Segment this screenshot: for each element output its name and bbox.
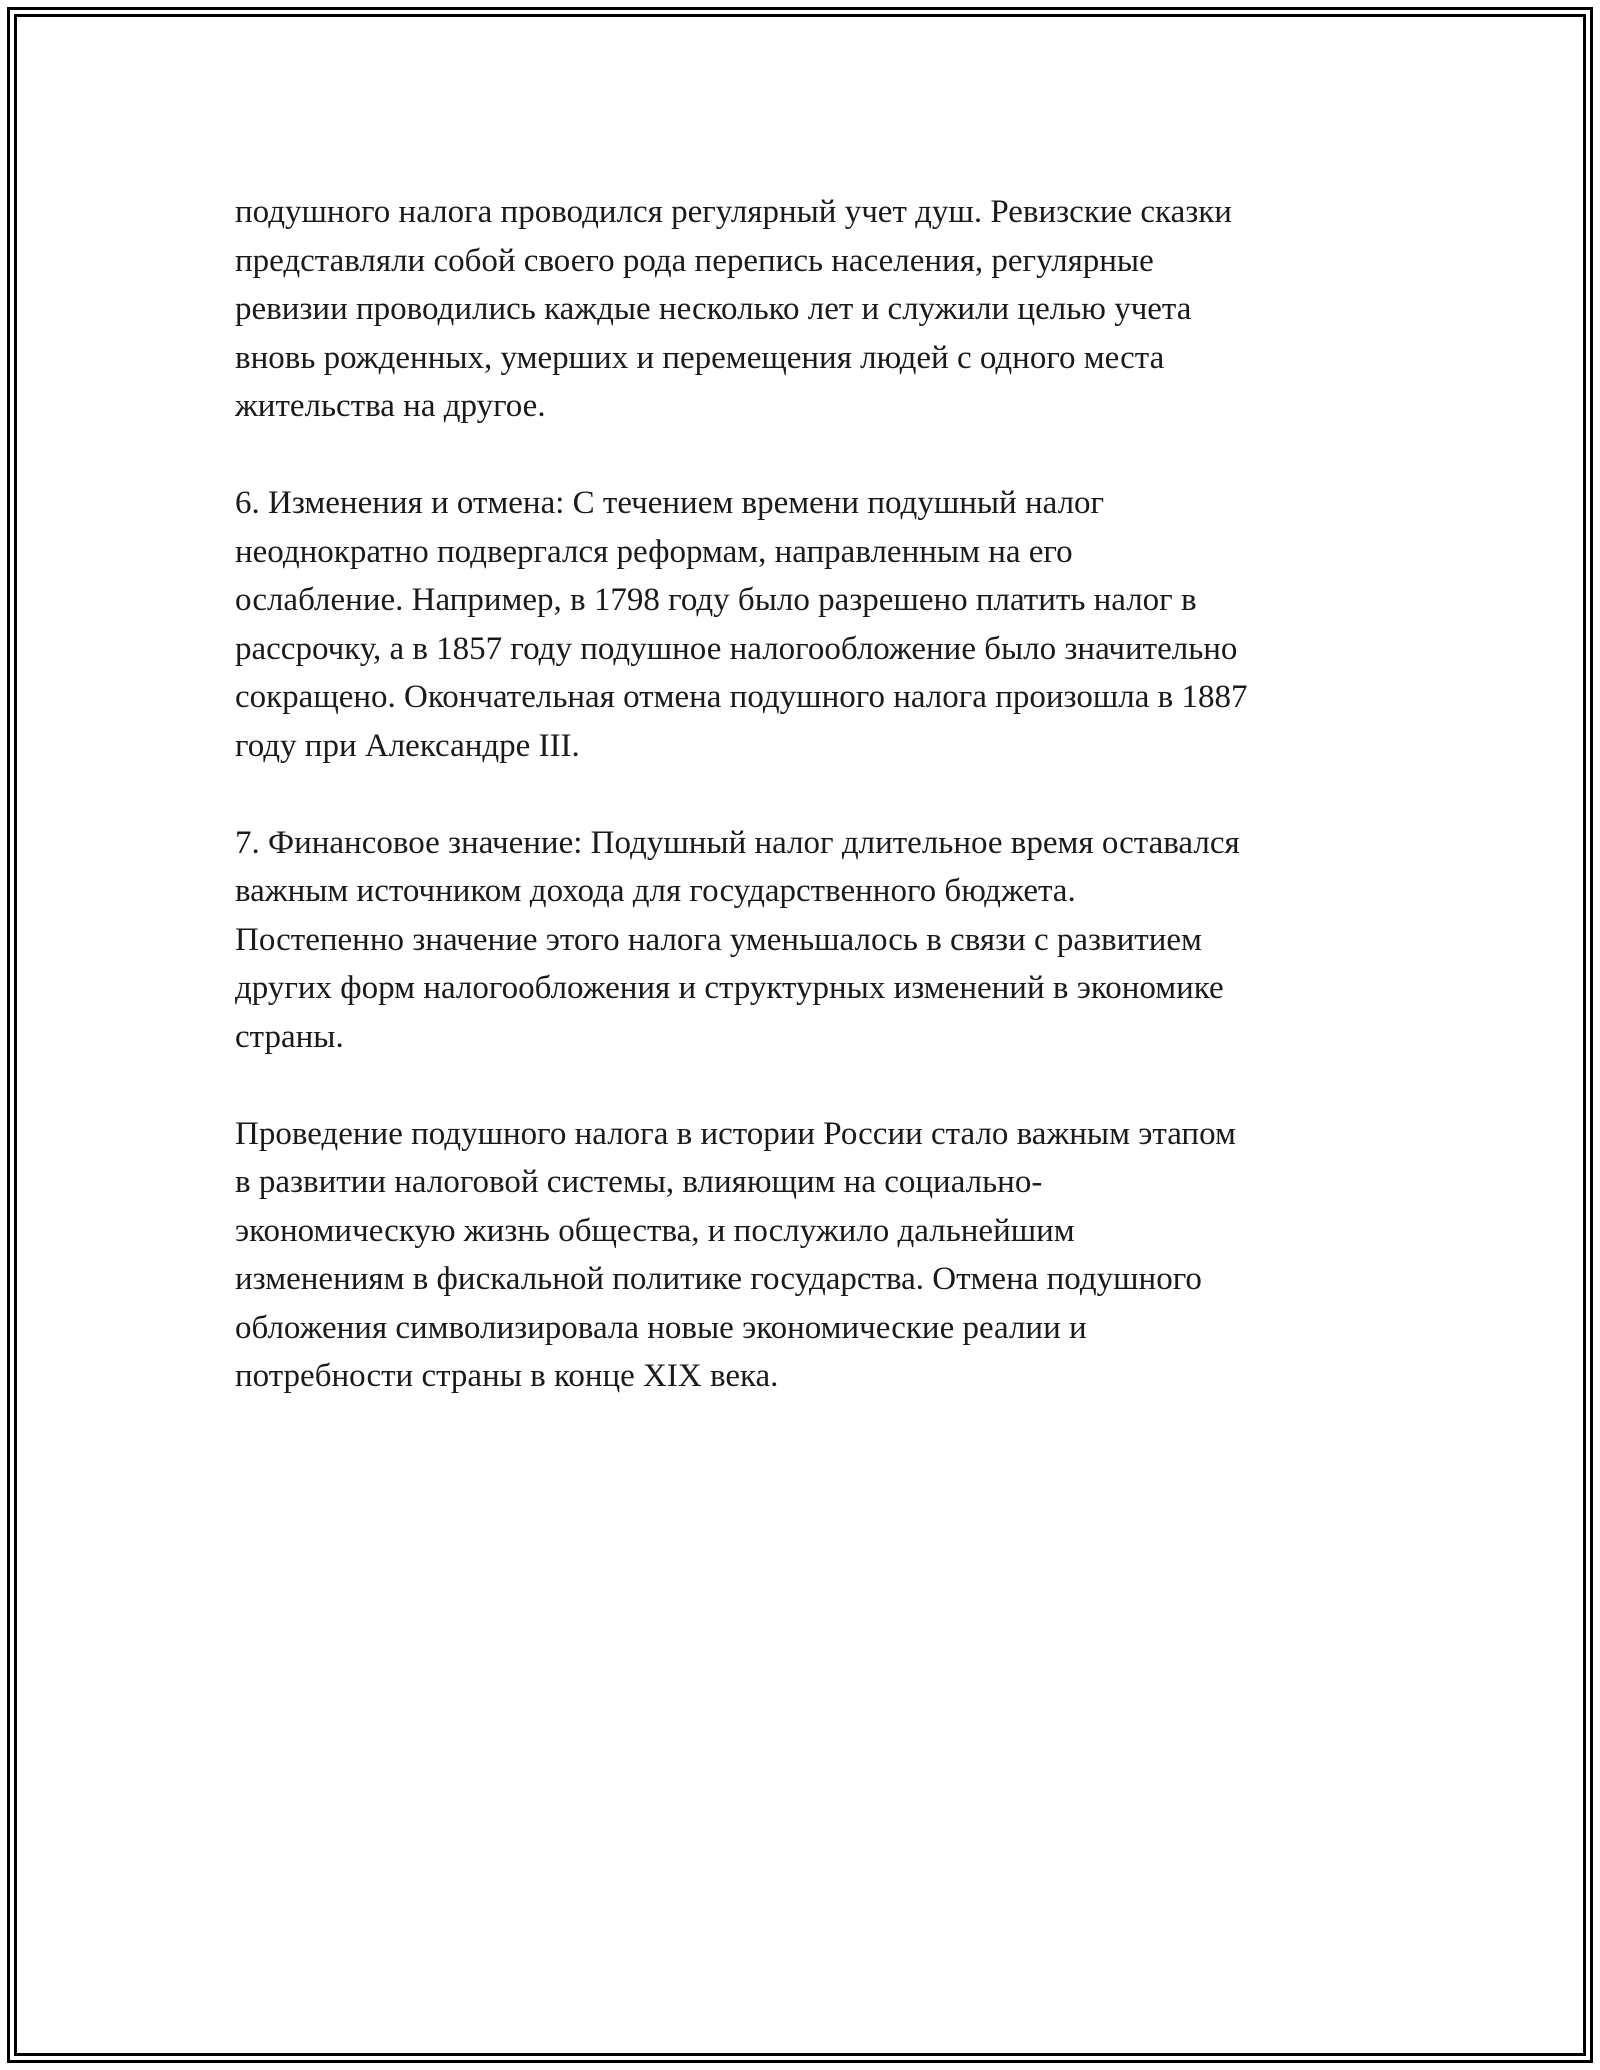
document-body: [235, 188, 1395, 1449]
text-line: важным источником дохода для государственного бюджета.: [235, 873, 1076, 909]
text-line: неоднократно подвергался реформам, направленным на его: [235, 533, 1073, 570]
text-line: году при Александре III.: [235, 727, 580, 764]
text-line: жительства на другое.: [235, 388, 546, 424]
text-line: вновь рожденных, умерших и перемещения людей с одного места: [235, 339, 1165, 376]
text-line: изменениям в фискальной политике государства. Отмена подушного: [235, 1261, 1202, 1297]
text-line: экономическую жизнь общества, и послужило дальнейшим: [235, 1212, 1075, 1249]
text-line: представляли собой своего рода перепись населения, регулярные: [235, 242, 1154, 279]
text-line: 6. Изменения и отмена: С течением времени подушный налог: [235, 485, 1105, 521]
paragraph-financial-significance: [235, 819, 1395, 1062]
paragraph-conclusion: [235, 1110, 1395, 1401]
text-line: других форм налогообложения и структурных изменений в экономике: [235, 970, 1224, 1006]
text-line: Постепенно значение этого налога уменьшалось в связи с развитием: [235, 921, 1202, 958]
text-line: в развитии налоговой системы, влияющим на социально-: [235, 1164, 1043, 1200]
text-line: потребности страны в конце XIX века.: [235, 1358, 779, 1394]
text-line: сокращено. Окончательная отмена подушного налога произошла в 1887: [235, 679, 1248, 715]
text-line: ослабление. Например, в 1798 году было разрешено платить налог в: [235, 582, 1197, 618]
text-line: страны.: [235, 1018, 344, 1055]
text-line: 7. Финансовое значение: Подушный налог длительное время оставался: [235, 824, 1240, 861]
text-line: ревизии проводились каждые несколько лет и служили целью учета: [235, 291, 1192, 327]
paragraph-census: [235, 188, 1395, 431]
text-line: Проведение подушного налога в истории России стало важным этапом: [235, 1115, 1236, 1152]
paragraph-changes-and-abolition: [235, 479, 1395, 770]
text-line: рассрочку, а в 1857 году подушное налогообложение было значительно: [235, 630, 1238, 667]
text-line: обложения символизировала новые экономические реалии и: [235, 1309, 1087, 1346]
text-line: подушного налога проводился регулярный учет душ. Ревизские сказки: [235, 194, 1232, 230]
